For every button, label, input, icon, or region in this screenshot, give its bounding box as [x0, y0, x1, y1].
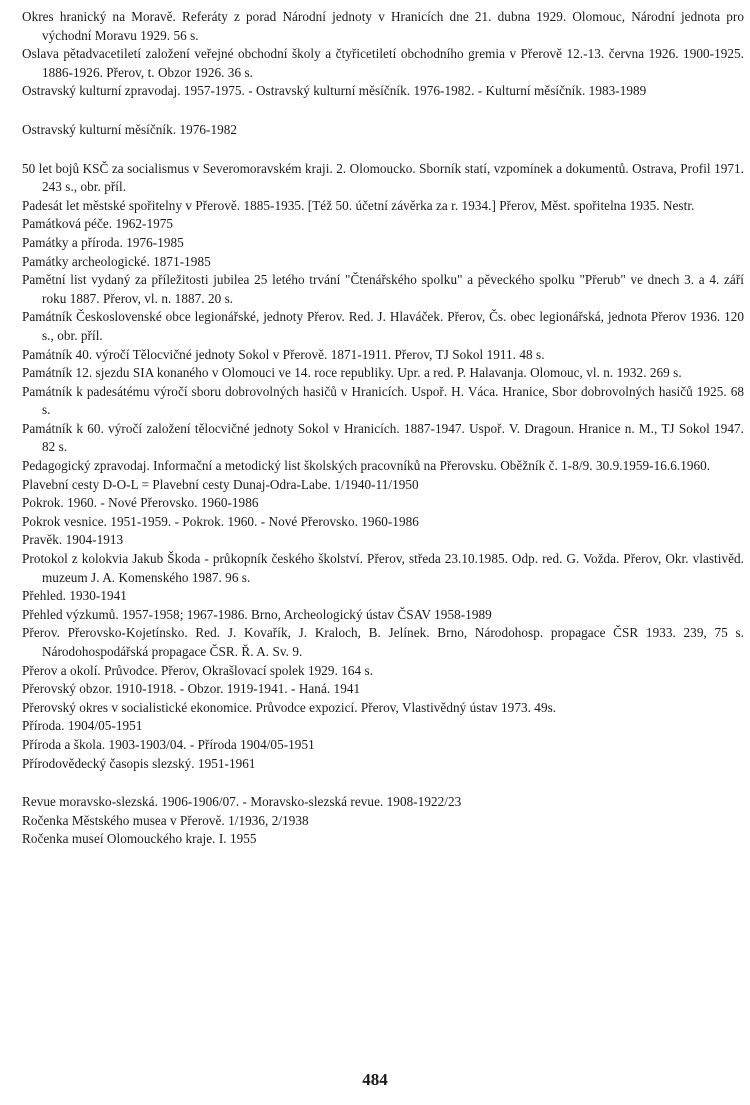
bibliography-entry: Přehled výzkumů. 1957-1958; 1967-1986. Brno, Archeologický ústav ČSAV 1958-1989 [22, 606, 492, 622]
bibliography-entry: Příroda a škola. 1903-1903/04. - Příroda 1904/05-1951 [22, 736, 315, 752]
bibliography-entry: Příroda. 1904/05-1951 [22, 718, 143, 734]
bibliography-entry: Památková péče. 1962-1975 [22, 216, 174, 232]
bibliography-entry: Přerov. Přerovsko-Kojetínsko. Red. J. Kovařík, J. Kraloch, B. Jelínek. Brno, Národohosp. propagace ČSR 1933. 239, 75 s. Národohospodářská propagace ČSR. Ř. A. Sv. 9. [22, 625, 744, 659]
bibliography-entry: Ročenka museí Olomouckého kraje. I. 1955 [22, 831, 257, 847]
bibliography-entry: Okres hranický na Moravě. Referáty z porad Národní jednoty v Hranicích dne 21. dubna 1929. Olomouc, Národní jednota pro východní Moravu 1929. 56 s. [22, 9, 744, 43]
bibliography-entry: Protokol z kolokvia Jakub Škoda - průkopník českého školství. Přerov, středa 23.10.1985. Odp. red. G. Vožda. Přerov, Okr. vlastivěd. muzeum J. A. Komenského 1987. 96 s. [22, 551, 744, 585]
bibliography-entry: Přírodovědecký časopis slezský. 1951-1961 [22, 755, 256, 771]
bibliography-entry: Padesát let městské spořitelny v Přerově. 1885-1935. [Též 50. účetní závěrka za r. 1934.] Přerov, Měst. spořitelna 1935. Nestr. [22, 197, 695, 213]
bibliography-entry: Památník Československé obce legionářské, jednoty Přerov. Red. J. Hlaváček. Přerov, Čs. obec legionářská, jednota Přerov 1936. 120 s., obr. příl. [22, 309, 744, 343]
bibliography-entry: Památky a příroda. 1976-1985 [22, 234, 184, 250]
bibliography-entry: Pravěk. 1904-1913 [22, 532, 124, 548]
bibliography-entry: Památník k 60. výročí založení tělocvičné jednoty Sokol v Hranicích. 1887-1947. Uspoř. V. Dragoun. Hranice n. M., TJ Sokol 1947. 82 s. [22, 420, 744, 455]
section-spacer [22, 140, 744, 160]
section-spacer [22, 773, 744, 793]
bibliography-entry: Památník 12. sjezdu SIA konaného v Olomouci ve 14. roce republiky. Upr. a red. P. Halavanja. Olomouc, vl. n. 1932. 269 s. [22, 365, 682, 381]
bibliography-entry: Ostravský kulturní měsíčník. 1976-1982 [22, 121, 238, 137]
bibliography-entry: Pokrok. 1960. - Nové Přerovsko. 1960-1986 [22, 495, 259, 511]
bibliography-entry: Revue moravsko-slezská. 1906-1906/07. - Moravsko-slezská revue. 1908-1922/23 [22, 794, 462, 810]
bibliography-entry: Památník k padesátému výročí sboru dobrovolných hasičů v Hranicích. Uspoř. H. Váca. Hranice, Sbor dobrovolných hasičů 1925. 68 s. [22, 383, 744, 418]
bibliography-entry: 50 let bojů KSČ za socialismus v Severomoravském kraji. 2. Olomoucko. Sborník statí, vzpomínek a dokumentů. Ostrava, Profil 1971. 243 s., obr. příl. [22, 160, 744, 195]
section-spacer [22, 101, 744, 121]
bibliography-entry: Ročenka Městského musea v Přerově. 1/1936, 2/1938 [22, 812, 309, 828]
bibliography-entry: Přerov a okolí. Průvodce. Přerov, Okrašlovací spolek 1929. 164 s. [22, 662, 374, 678]
bibliography-section-1 [22, 8, 744, 101]
bibliography-entry: Pokrok vesnice. 1951-1959. - Pokrok. 1960. - Nové Přerovsko. 1960-1986 [22, 513, 419, 529]
bibliography-page [22, 8, 744, 849]
bibliography-entry: Plavební cesty D-O-L = Plavební cesty Dunaj-Odra-Labe. 1/1940-11/1950 [22, 476, 419, 492]
bibliography-entry: Přehled. 1930-1941 [22, 588, 127, 604]
bibliography-entry: Přerovský obzor. 1910-1918. - Obzor. 1919-1941. - Haná. 1941 [22, 681, 361, 697]
bibliography-entry: Oslava pětadvacetiletí založení veřejné obchodní školy a čtyřicetiletí obchodního gremia v Přerově 12.-13. června 1926. 1900-1925. 1886-1926. Přerov, t. Obzor 1926. 36 s. [22, 46, 744, 80]
page-number: 484 [362, 1070, 388, 1089]
bibliography-entry: Pedagogický zpravodaj. Informační a metodický list školských pracovníků na Přerovsku. Oběžník č. 1-8/9. 30.9.1959-16.6.1960. [22, 458, 711, 474]
bibliography-section-3 [22, 160, 744, 774]
bibliography-entry: Památník 40. výročí Tělocvičné jednoty Sokol v Přerově. 1871-1911. Přerov, TJ Sokol 1911. 48 s. [22, 346, 545, 362]
bibliography-entry: Ostravský kulturní zpravodaj. 1957-1975. - Ostravský kulturní měsíčník. 1976-1982. - Kulturní měsíčník. 1983-1989 [22, 83, 647, 99]
bibliography-entry: Přerovský okres v socialistické ekonomice. Průvodce expozicí. Přerov, Vlastivědný ústav 1973. 49s. [22, 699, 557, 715]
bibliography-entry: Památky archeologické. 1871-1985 [22, 253, 211, 269]
bibliography-section-4 [22, 793, 744, 849]
bibliography-entry: Pamětní list vydaný za příležitosti jubilea 25 letého trvání "Čtenářského spolku" a pěveckého spolku "Přerub" ve dnech 3. a 4. září roku 1887. Přerov, vl. n. 1887. 20 s. [22, 272, 744, 306]
bibliography-section-2 [22, 121, 744, 140]
